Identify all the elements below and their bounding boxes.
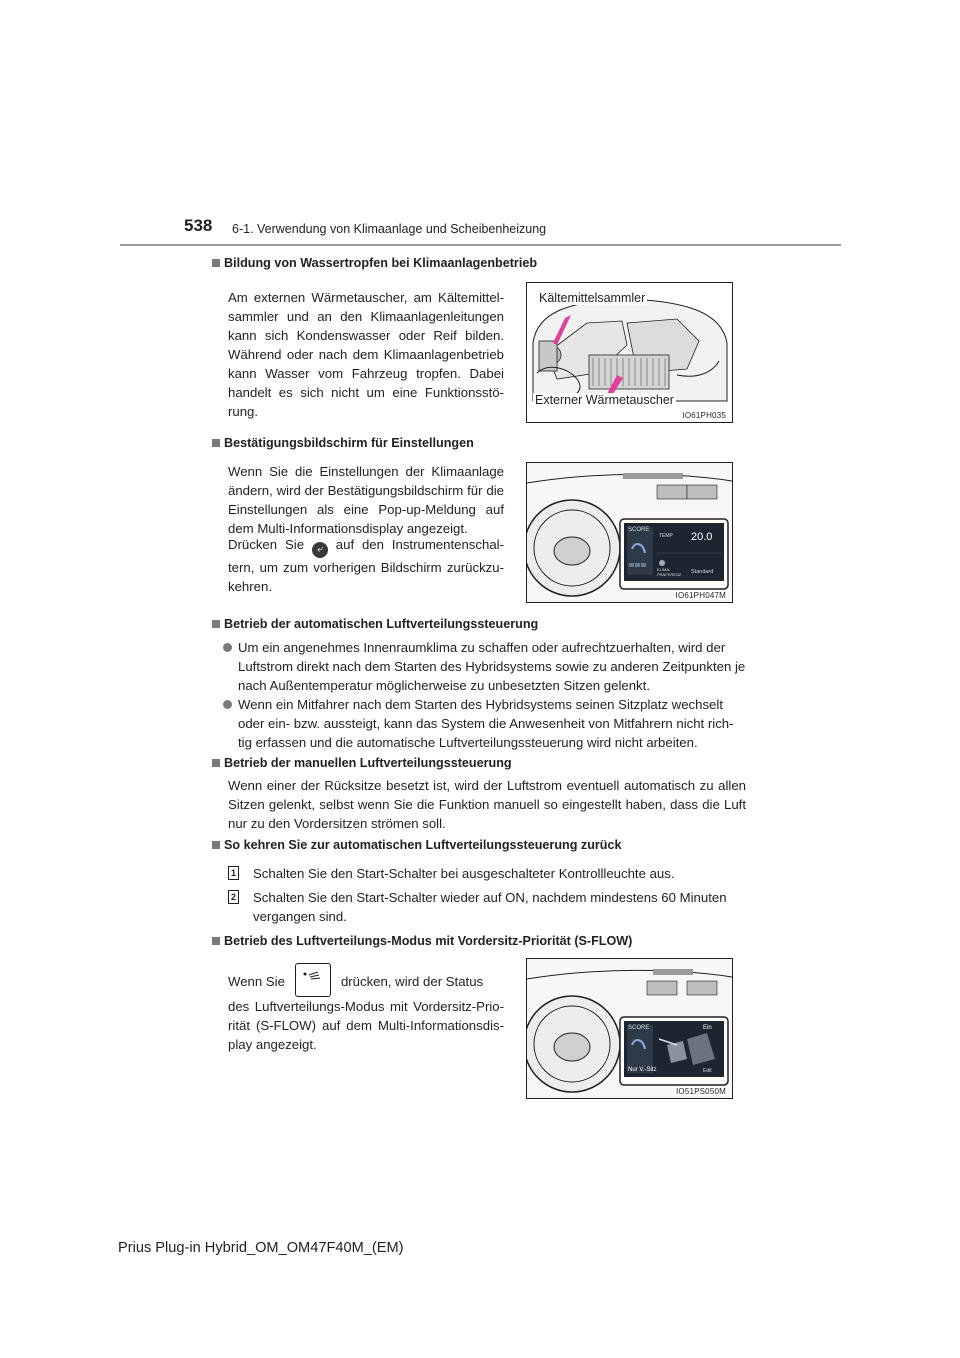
engine-bay-figure [526,282,733,423]
square-bullet-icon [212,937,220,945]
figure-code: IO61PH035 [682,411,726,420]
section-heading-automatisch: Betrieb der automatischen Luftverteilungssteuerung [212,617,538,631]
s-flow-button-icon [295,963,331,997]
sflow-body-line1: Wenn Sie drücken, wird der Status [228,963,508,997]
header-rule [120,244,841,246]
wassertropfen-body: Am externen Wärmetauscher, am Kältemittel-sammler und an den Klimaanlagenleitungen kann sich Kondenswasser oder Reif bilden. Während oder nach dem Klimaanlagenbetrieb kann Wasser vom Fahrzeug tropfen. Dabei handelt es sich nicht um eine Funktionsstö-rung. [228,290,504,419]
bestaetigung-body: Wenn Sie die Einstellungen der Klimaanlage ändern, wird der Bestätigungsbildschirm für die Einstellungen als eine Pop-up-Meldung auf dem Multi-Informationsdisplay angezeigt. [228,464,504,536]
bestaetigung-body-2: Drücken Sie ⤶ auf den Instrumentenschal-tern, um zum vorherigen Bildschirm zurückzu-kehren. [228,537,504,594]
figure-code: IO51PS050M [675,1087,726,1096]
round-bullet-icon [223,700,232,709]
back-button-icon: ⤶ [312,542,328,558]
callout-kaeltemittelsammler: Kältemittelsammler [539,291,646,305]
section-heading-zurueck: So kehren Sie zur automatischen Luftverteilungssteuerung zurück [212,838,621,852]
section-heading-manuell: Betrieb der manuellen Luftverteilungssteuerung [212,756,512,770]
footer-doc-id: Prius Plug-in Hybrid_OM_OM47F40M_(EM) [118,1240,404,1256]
square-bullet-icon [212,841,220,849]
manuell-body: Wenn einer der Rücksitze besetzt ist, wird der Luftstrom eventuell automatisch zu allen Sitzen gelenkt, selbst wenn Sie die Funktion manuell so eingestellt haben, dass die Luft nur zu den Vordersitzen strömen soll. [228,778,746,831]
step-number: 1 [228,866,239,880]
screen-mode-label: Nur V.-Sitz [628,1067,657,1073]
list-item: Um ein angenehmes Innenraumklima zu schaffen oder aufrechtzuerhalten, wird der Luftstrom direkt nach dem Starten des Hybridsystems sowie zu anderen Zeitpunkten je nach Außentemperatur möglicherweise zu unbesetzten Sitzen gelenkt. [238,638,746,695]
screen-edit-label: Edit [703,1068,712,1074]
callout-externer-waermetauscher: Externer Wärmetauscher [535,393,674,407]
screen-score-label: SCORE [628,1025,650,1031]
sflow-body: des Luftverteilungs-Modus mit Vordersitz-Prio-rität (S-FLOW) auf dem Multi-Informationsdis-play angezeigt. [228,999,504,1052]
figure-code: IO61PH047M [675,591,726,600]
chapter-title: 6-1. Verwendung von Klimaanlage und Scheibenheizung [232,222,547,236]
step-1: 1 Schalten Sie den Start-Schalter bei ausgeschalteter Kontrollleuchte aus. [228,864,748,883]
screen-temp-value: 20.0 [691,531,713,543]
screen-temp-label: TEMP [659,533,673,539]
list-item: Wenn ein Mitfahrer nach dem Starten des Hybridsystems seinen Sitzplatz wechselt oder ein- bzw. aussteigt, kann das System die Anwesenheit von Mitfahrern nicht rich-tig erfassen und die automatische Luftverteilungssteuerung wird nicht arbeiten. [238,695,746,752]
square-bullet-icon [212,759,220,767]
screen-pref-label: KLIMA-PRÄFERENZ [657,567,682,577]
dashboard-figure-2 [526,958,733,1099]
step-number: 2 [228,890,239,904]
dashboard-figure-1 [526,462,733,603]
screen-ein-label: Ein [703,1025,712,1031]
section-heading-sflow: Betrieb des Luftverteilungs-Modus mit Vordersitz-Priorität (S-FLOW) [212,934,632,948]
screen-score-label: SCORE [628,527,650,533]
square-bullet-icon [212,259,220,267]
round-bullet-icon [223,643,232,652]
step-2: 2 Schalten Sie den Start-Schalter wieder auf ON, nachdem mindestens 60 Minuten vergangen sind. [228,888,748,926]
square-bullet-icon [212,439,220,447]
screen-standard-label: Standard [691,569,714,575]
page-number: 538 [184,216,213,235]
square-bullet-icon [212,620,220,628]
section-heading-bestaetigung: Bestätigungsbildschirm für Einstellungen [212,436,474,450]
section-heading-wassertropfen: Bildung von Wassertropfen bei Klimaanlagenbetrieb [212,256,537,270]
